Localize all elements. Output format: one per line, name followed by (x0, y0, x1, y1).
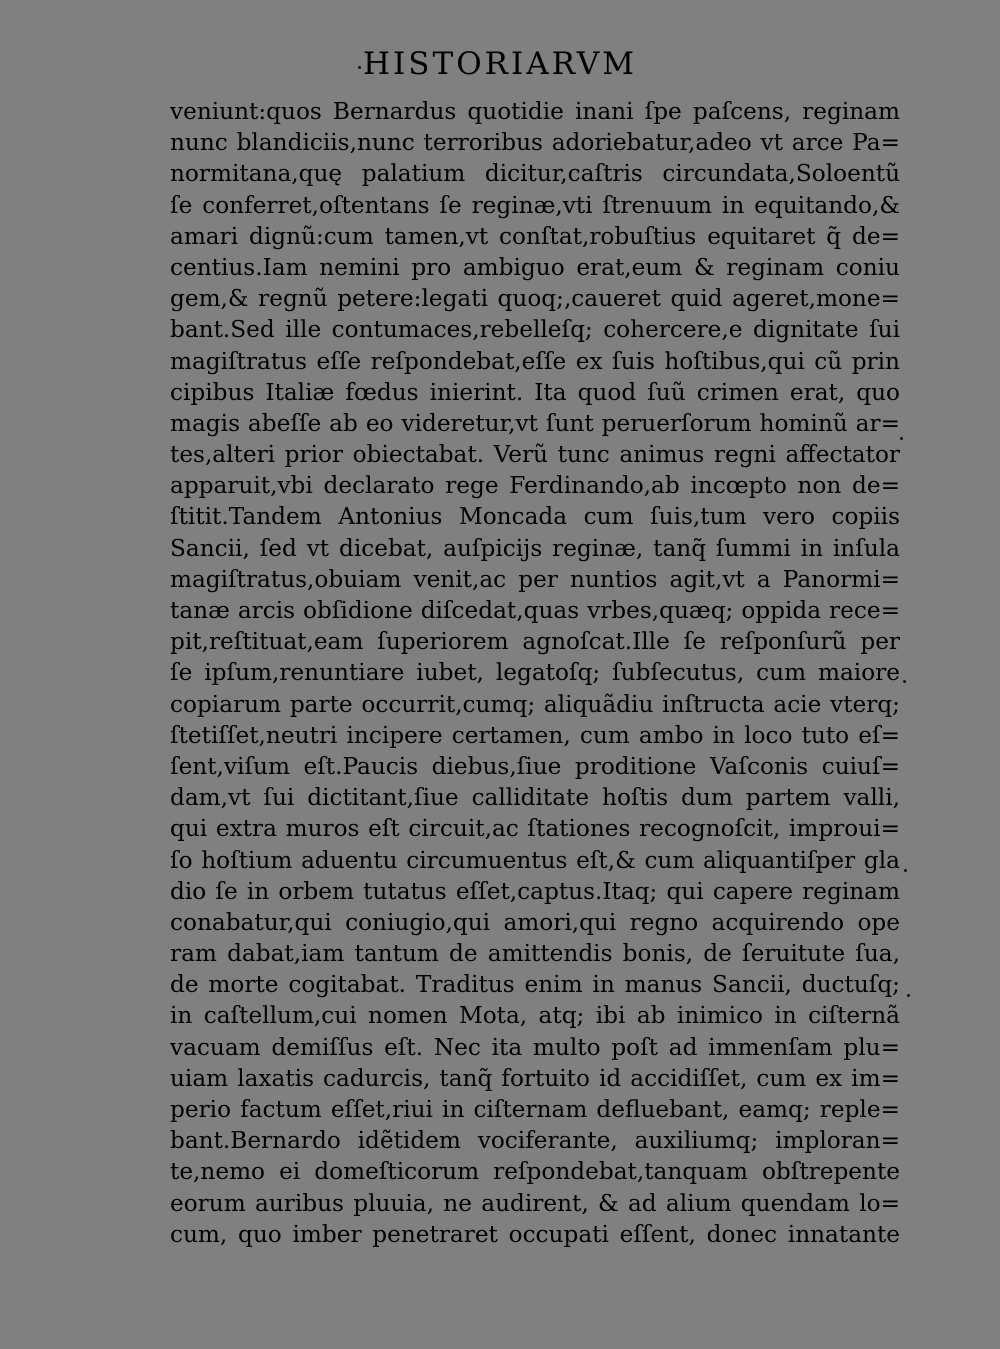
text-line: ram dabat,iam tantum de amittendis bonis, de ſeruitute ſua, (170, 940, 900, 968)
text-line: vacuam demiſſus eſt. Nec ita multo poſt ad immenſam plu= (170, 1033, 900, 1061)
text-line: ſe conferret,oſtentans ſe reginæ,vti ſtrenuum in equitando,& (170, 191, 900, 219)
text-line: Sancii, ſed vt dicebat, auſpicijs reginæ, tanq̃ ſummi in inſula (170, 534, 900, 562)
text-line: copiarum parte occurrit,cumq; aliquãdiu inſtructa acie vterq; (170, 690, 900, 718)
text-line: eorum auribus pluuia, ne audirent, & ad alium quendam lo= (170, 1189, 900, 1217)
text-line: dam,vt ſui dictitant,ſiue calliditate hoſtis dum partem valli, (170, 784, 900, 812)
text-line: veniunt:quos Bernardus quotidie inani ſpe paſcens, reginam (170, 98, 900, 125)
text-line: dio ſe in orbem tutatus eſſet,captus.Itaq; qui capere reginam (170, 877, 900, 905)
text-line: conabatur,qui coniugio,qui amori,qui regno acquirendo ope (170, 908, 900, 936)
text-line: tes,alteri prior obiectabat. Verũ tunc animus regni affectator (170, 441, 900, 469)
text-line: apparuit,vbi declarato rege Ferdinando,ab incœpto non de= (170, 472, 900, 500)
text-line: ſe ipſum,renuntiare iubet, legatoſq; ſubſecutus, cum maiore (170, 659, 900, 687)
text-line: bant.Bernardo idẽtidem vociferante, auxiliumq; imploran= (170, 1127, 900, 1155)
text-line: ſo hoſtium aduentu circumuentus eſt,& cum aliquantiſper gla (170, 846, 900, 874)
text-line: magis abeſſe ab eo videretur,vt ſunt peruerſorum hominũ ar= (170, 409, 900, 437)
text-line: nunc blandiciis,nunc terroribus adoriebatur,adeo vt arce Pa= (170, 129, 900, 157)
scan-speck (903, 680, 906, 683)
text-line: centius.Iam nemini pro ambiguo erat,eum & reginam coniu (170, 253, 900, 281)
text-line: tanæ arcis obſidione diſcedat,quas vrbes,quæq; oppida rece= (170, 597, 900, 624)
text-line: cum, quo imber penetraret occupati eſſent, donec innatante (170, 1220, 900, 1248)
text-line: te,nemo ei domeſticorum reſpondebat,tanquam obſtrepente (170, 1158, 900, 1186)
text-line: bant.Sed ille contumaces,rebelleſq; cohercere,e dignitate ſui (170, 316, 900, 344)
text-line: magiſtratus,obuiam venit,ac per nuntios agit,vt a Panormi= (170, 565, 900, 593)
scan-speck (904, 869, 907, 872)
text-line: qui extra muros eſt circuit,ac ſtationes recognoſcit, improui= (170, 815, 900, 843)
text-line: in caſtellum,cui nomen Mota, atq; ibi ab inimico in ciſternã (170, 1002, 900, 1030)
body-text (170, 96, 900, 1250)
text-line: pit,reſtituat,eam ſuperiorem agnoſcat.Ille ſe reſponſurũ per (170, 628, 900, 656)
text-line: gem,& regnũ petere:legati quoq;,caueret quid ageret,mone= (170, 285, 900, 313)
text-line: normitana,quę palatium dicitur,caſtris circundata,Soloentũ (170, 160, 900, 188)
text-line: ſtetiſſet,neutri incipere certamen, cum ambo in loco tuto eſ= (170, 721, 900, 749)
text-line: cipibus Italiæ fœdus inierint. Ita quod ſuũ crimen erat, quo (170, 378, 900, 406)
running-head: HISTORIARVM (363, 46, 637, 82)
scan-speck (358, 66, 361, 69)
scan-speck (900, 437, 903, 440)
text-line: amari dignũ:cum tamen,vt conſtat,robuſtius equitaret q̃ de= (170, 222, 900, 250)
scan-speck (907, 994, 910, 997)
text-line: uiam laxatis cadurcis, tanq̃ fortuito id accidiſſet, cum ex im= (170, 1064, 900, 1092)
text-line: ſtitit.Tandem Antonius Moncada cum ſuis,tum vero copiis (170, 503, 900, 531)
text-line: magiſtratus eſſe reſpondebat,eſſe ex ſuis hoſtibus,qui cũ prin (170, 347, 900, 375)
text-line: perio factum eſſet,riui in ciſternam defluebant, eamq; reple= (170, 1096, 900, 1123)
text-line: ſent,viſum eſt.Paucis diebus,ſiue proditione Vaſconis cuiuſ= (170, 752, 900, 780)
text-line: de morte cogitabat. Traditus enim in manus Sancii, ductuſq; (170, 971, 900, 999)
